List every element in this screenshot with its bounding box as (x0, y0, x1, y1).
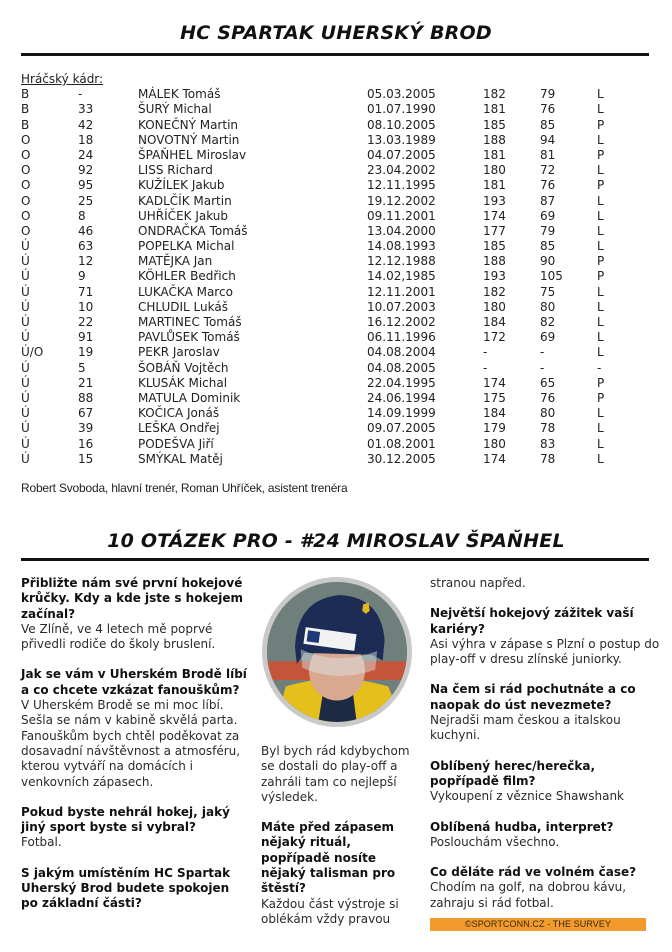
player-weight: 87 (540, 193, 556, 208)
player-name: LEŠKA Ondřej (138, 421, 220, 436)
player-number: 5 (78, 360, 86, 375)
player-name: LUKAČKA Marco (138, 284, 233, 299)
roster-row (21, 87, 651, 102)
interview-question: Máte před zápasem nějaký rituál, popřípadě nosíte nějaký talisman pro štěstí? (261, 820, 396, 896)
player-weight: 83 (540, 436, 556, 451)
player-stick-hand: L (597, 451, 604, 466)
roster-row (21, 376, 651, 391)
interview-column-1 (21, 576, 249, 927)
player-weight: 79 (540, 223, 556, 238)
player-weight: 82 (540, 315, 556, 329)
player-position: Ú (21, 451, 30, 466)
player-position: Ú (21, 299, 30, 314)
roster-label: Hráčský kádr: (21, 72, 104, 86)
roster-row (21, 163, 651, 178)
interview-qa (261, 820, 421, 927)
player-weight: 76 (540, 178, 556, 193)
roster-row (21, 239, 651, 254)
player-number: 67 (78, 406, 94, 421)
roster-row (21, 102, 651, 117)
player-number: 71 (78, 284, 94, 299)
player-height: 188 (483, 254, 506, 269)
player-number: 33 (78, 102, 94, 117)
interview-answer: stranou napřed. (430, 576, 526, 590)
player-weight: 85 (540, 239, 556, 254)
interview-answer: Asi výhra v zápase s Plzní o postup do play-off v dresu zlínské juniorky. (430, 636, 660, 667)
player-number: 39 (78, 421, 94, 436)
player-name: POPELKA Michal (138, 239, 235, 254)
interview-answer: Nejradši mam českou a italskou kuchyni. (430, 713, 621, 743)
player-weight: 90 (540, 254, 556, 269)
player-height: 180 (483, 299, 506, 314)
player-stick-hand: L (597, 330, 604, 345)
player-number: 95 (78, 178, 94, 193)
player-weight: 69 (540, 330, 556, 345)
player-position: O (21, 163, 31, 178)
player-stick-hand: - (597, 360, 602, 375)
player-birthdate: 12.11.2001 (367, 284, 436, 299)
player-name: ŠPAŇHEL Miroslav (138, 147, 247, 162)
roster-row (21, 452, 651, 467)
player-position: O (21, 193, 31, 208)
player-height: - (483, 360, 488, 375)
roster-row (21, 300, 651, 315)
interview-answer: Byl bych rád kdybychom se dostali do play-off a zahráli tam co nejlepší výsledek. (261, 744, 410, 804)
player-name: MARTINEC Tomáš (138, 315, 242, 329)
player-weight: 72 (540, 163, 556, 178)
roster-row (21, 330, 651, 345)
player-number: 15 (78, 451, 94, 466)
player-position: Ú (21, 390, 30, 405)
roster-row (21, 269, 651, 284)
player-position: B (21, 117, 30, 132)
interview-answer: Chodím na golf, na dobrou kávu, zahraju si rád fotbal. (430, 880, 627, 910)
player-height: 188 (483, 132, 506, 147)
player-weight: 69 (540, 208, 556, 223)
player-birthdate: 13.03.1989 (367, 132, 436, 147)
player-height: 193 (483, 269, 506, 284)
player-stick-hand: L (597, 163, 604, 178)
player-position: Ú (21, 406, 30, 421)
interview-title: 10 OTÁZEK PRO - #24 MIROSLAV ŠPAŇHEL (107, 530, 565, 552)
player-birthdate: 08.10.2005 (367, 117, 436, 132)
player-name: KUŽÍLEK Jakub (138, 178, 225, 193)
player-number: 21 (78, 375, 94, 390)
interview-column-2 (261, 744, 421, 942)
roster-row (21, 194, 651, 209)
interview-answer: Každou část výstroje si oblékám vždy pravou (261, 896, 399, 926)
player-stick-hand: P (597, 147, 605, 162)
player-number: 88 (78, 390, 94, 405)
player-height: 193 (483, 193, 506, 208)
player-weight: - (540, 345, 545, 360)
title-divider (21, 53, 649, 56)
interview-answer: Ve Zlíně, ve 4 letech mě poprvé přivedli rodiče do školy bruslení. (21, 621, 216, 652)
player-weight: 85 (540, 117, 556, 132)
player-position: B (21, 102, 30, 117)
player-name: KONEČNÝ Martin (138, 117, 239, 132)
roster-row (21, 315, 651, 330)
interview-question: Jak se vám v Uherském Brodě líbí a co chcete vzkázat fanouškům? (21, 667, 247, 697)
player-birthdate: 12.12.1988 (367, 254, 436, 269)
interview-question: Přibližte nám své první hokejové krůčky. Kdy a kde jste s hokejem začínal? (21, 576, 244, 621)
player-stick-hand: P (597, 375, 605, 390)
player-birthdate: 01.08.2001 (367, 436, 436, 451)
interview-qa (21, 866, 249, 912)
player-name: KADLČÍK Martin (138, 193, 232, 208)
interview-question: Oblíbený herec/herečka, popřípadě film? (430, 758, 596, 788)
player-height: 172 (483, 330, 506, 345)
roster-row (21, 224, 651, 239)
player-position: Ú (21, 375, 30, 390)
roster-row (21, 209, 651, 224)
interview-qa (430, 820, 662, 851)
player-position: Ú (21, 315, 30, 329)
roster-row (21, 391, 651, 406)
player-number: 12 (78, 254, 94, 269)
player-number: 22 (78, 315, 94, 329)
player-weight: 105 (540, 269, 563, 284)
interview-qa (430, 576, 662, 591)
interview-question: Pokud byste nehrál hokej, jaký jiný sport byste si vybral? (21, 804, 230, 835)
player-stick-hand: L (597, 284, 604, 299)
player-weight: 79 (540, 87, 556, 102)
player-birthdate: 22.04.1995 (367, 375, 436, 390)
player-number: 42 (78, 117, 94, 132)
player-birthdate: 09.07.2005 (367, 421, 436, 436)
roster-row (21, 406, 651, 421)
player-number: 46 (78, 223, 94, 238)
player-number: 19 (78, 345, 94, 360)
player-stick-hand: L (597, 406, 604, 421)
player-birthdate: 12.11.1995 (367, 178, 436, 193)
interview-column-3 (430, 576, 662, 926)
interview-answer: Vykoupení z věznice Shawshank (430, 789, 624, 804)
player-number: 9 (78, 269, 86, 284)
player-name: MÁLEK Tomáš (138, 87, 221, 102)
roster-rows (21, 87, 651, 467)
interview-qa (430, 606, 662, 667)
player-position: O (21, 132, 31, 147)
player-height: 179 (483, 421, 506, 436)
player-stick-hand: L (597, 315, 604, 329)
roster-row (21, 133, 651, 148)
roster-row (21, 361, 651, 376)
player-position: O (21, 208, 31, 223)
player-height: 181 (483, 178, 506, 193)
player-weight: 94 (540, 132, 556, 147)
player-birthdate: 14.02,1985 (367, 269, 436, 284)
page-title: HC SPARTAK UHERSKÝ BROD (180, 22, 492, 44)
player-name: ŠURÝ Michal (138, 102, 212, 117)
roster-row (21, 148, 651, 163)
player-height: 181 (483, 102, 506, 117)
player-number: 16 (78, 436, 94, 451)
player-birthdate: 23.04.2002 (367, 163, 436, 178)
credit-banner: ©SPORTCONN.CZ - THE SURVEY (430, 918, 646, 931)
interview-qa (430, 865, 662, 911)
interview-qa (21, 805, 249, 851)
player-height: 174 (483, 375, 506, 390)
player-name: PAVLŮSEK Tomáš (138, 330, 240, 345)
roster-row (21, 118, 651, 133)
roster-row (21, 254, 651, 269)
player-number: 63 (78, 239, 94, 254)
interview-question: Na čem si rád pochutnáte a co naopak do úst nevezmete? (430, 682, 636, 712)
player-height: 185 (483, 239, 506, 254)
player-name: CHLUDIL Lukáš (138, 299, 228, 314)
player-birthdate: 10.07.2003 (367, 299, 436, 314)
player-weight: 80 (540, 299, 556, 314)
player-height: 184 (483, 315, 506, 329)
player-height: 182 (483, 87, 506, 102)
player-number: 92 (78, 163, 94, 178)
player-birthdate: 19.12.2002 (367, 193, 436, 208)
interview-divider (21, 558, 649, 561)
player-name: KOČICA Jonáš (138, 406, 220, 421)
player-stick-hand: L (597, 102, 604, 117)
roster-row (21, 437, 651, 452)
player-number: 24 (78, 147, 94, 162)
player-height: 174 (483, 208, 506, 223)
player-number: 10 (78, 299, 94, 314)
player-height: 174 (483, 451, 506, 466)
player-birthdate: 01.07.1990 (367, 102, 436, 117)
player-birthdate: 06.11.1996 (367, 330, 436, 345)
player-stick-hand: L (597, 87, 604, 102)
player-height: 180 (483, 436, 506, 451)
player-height: 177 (483, 223, 506, 238)
player-position: Ú (21, 436, 30, 451)
player-height: 184 (483, 406, 506, 421)
player-position: Ú/O (21, 345, 44, 360)
player-position: Ú (21, 239, 30, 254)
player-stick-hand: P (597, 269, 605, 284)
player-number: - (78, 87, 83, 102)
player-position: O (21, 178, 31, 193)
player-position: B (21, 87, 30, 102)
player-weight: 65 (540, 375, 556, 390)
player-position: Ú (21, 284, 30, 299)
player-birthdate: 04.08.2004 (367, 345, 436, 360)
player-height: 175 (483, 390, 506, 405)
player-number: 18 (78, 132, 94, 147)
roster-table (21, 72, 651, 467)
coaches-line: Robert Svoboda, hlavní trenér, Roman Uhříček, asistent trenéra (21, 481, 348, 495)
interview-question: Co děláte rád ve volném čase? (430, 865, 637, 880)
player-name: UHŘÍČEK Jakub (138, 208, 229, 223)
interview-answer: Poslouchám všechno. (430, 834, 560, 849)
interview-question: Oblíbená hudba, interpret? (430, 819, 614, 834)
interview-qa (430, 682, 662, 743)
player-stick-hand: P (597, 390, 605, 405)
player-birthdate: 04.07.2005 (367, 147, 436, 162)
player-name: SMÝKAL Matěj (138, 451, 223, 466)
player-name: MATULA Dominik (138, 390, 241, 405)
player-stick-hand: L (597, 436, 604, 451)
player-stick-hand: L (597, 132, 604, 147)
player-stick-hand: L (597, 345, 604, 360)
roster-row (21, 345, 651, 360)
interview-qa (261, 744, 421, 805)
player-birthdate: 05.03.2005 (367, 87, 436, 102)
player-position: Ú (21, 421, 30, 436)
interview-qa (21, 576, 249, 652)
player-weight: - (540, 360, 545, 375)
player-stick-hand: L (597, 208, 604, 223)
roster-row (21, 178, 651, 193)
player-birthdate: 13.04.2000 (367, 223, 436, 238)
interview-answer: Fotbal. (21, 835, 62, 850)
player-weight: 81 (540, 147, 556, 162)
player-birthdate: 14.08.1993 (367, 239, 436, 254)
player-portrait-icon (262, 577, 412, 727)
player-height: - (483, 345, 488, 360)
interview-qa (430, 759, 662, 805)
player-position: Ú (21, 254, 30, 269)
player-birthdate: 04.08.2005 (367, 360, 436, 375)
interview-qa (21, 667, 249, 789)
roster-row (21, 285, 651, 300)
player-birthdate: 09.11.2001 (367, 208, 436, 223)
player-number: 8 (78, 208, 86, 223)
player-name: PODEŠVA Jiří (138, 436, 214, 451)
player-position: O (21, 223, 31, 238)
player-name: ONDRAČKA Tomáš (138, 223, 248, 238)
player-height: 182 (483, 284, 506, 299)
player-name: PEKR Jaroslav (138, 345, 220, 360)
player-number: 25 (78, 193, 94, 208)
player-stick-hand: L (597, 223, 604, 238)
interview-question: S jakým umístěním HC Spartak Uherský Brod budete spokojen po základní části? (21, 865, 231, 911)
player-stick-hand: P (597, 178, 605, 193)
interview-answer: V Uherském Brodě se mi moc líbí. Sešla se nám v kabině skvělá parta. Fanouškům bych chtěl poděkovat za dosavadní návštěvnost a atmosféru, kterou vytváří na domácích i venkovních zápasech. (21, 698, 241, 789)
player-position: Ú (21, 360, 30, 375)
player-birthdate: 14.09.1999 (367, 406, 436, 421)
player-weight: 78 (540, 421, 556, 436)
player-weight: 75 (540, 284, 556, 299)
player-stick-hand: L (597, 239, 604, 254)
player-name: KÖHLER Bedřich (138, 269, 236, 284)
player-stick-hand: L (597, 193, 604, 208)
player-stick-hand: L (597, 299, 604, 314)
player-number: 91 (78, 330, 94, 345)
player-name: LISS Richard (138, 163, 213, 178)
player-height: 180 (483, 163, 506, 178)
player-position: Ú (21, 269, 30, 284)
player-position: O (21, 147, 31, 162)
player-position: Ú (21, 330, 30, 345)
player-stick-hand: P (597, 117, 605, 132)
interview-question: Největší hokejový zážitek vaší kariéry? (430, 606, 634, 636)
player-birthdate: 30.12.2005 (367, 451, 436, 466)
player-weight: 80 (540, 406, 556, 421)
player-stick-hand: L (597, 421, 604, 436)
player-name: NOVOTNÝ Martin (138, 132, 240, 147)
player-height: 181 (483, 147, 506, 162)
player-birthdate: 24.06.1994 (367, 390, 436, 405)
player-height: 185 (483, 117, 506, 132)
player-birthdate: 16.12.2002 (367, 315, 436, 329)
player-name: ŠOBÁŇ Vojtěch (138, 360, 229, 375)
player-weight: 76 (540, 390, 556, 405)
player-weight: 76 (540, 102, 556, 117)
player-name: KLUSÁK Michal (138, 375, 228, 390)
player-name: MATĚJKA Jan (138, 254, 213, 269)
player-stick-hand: P (597, 254, 605, 269)
roster-row (21, 421, 651, 436)
player-weight: 78 (540, 451, 556, 466)
